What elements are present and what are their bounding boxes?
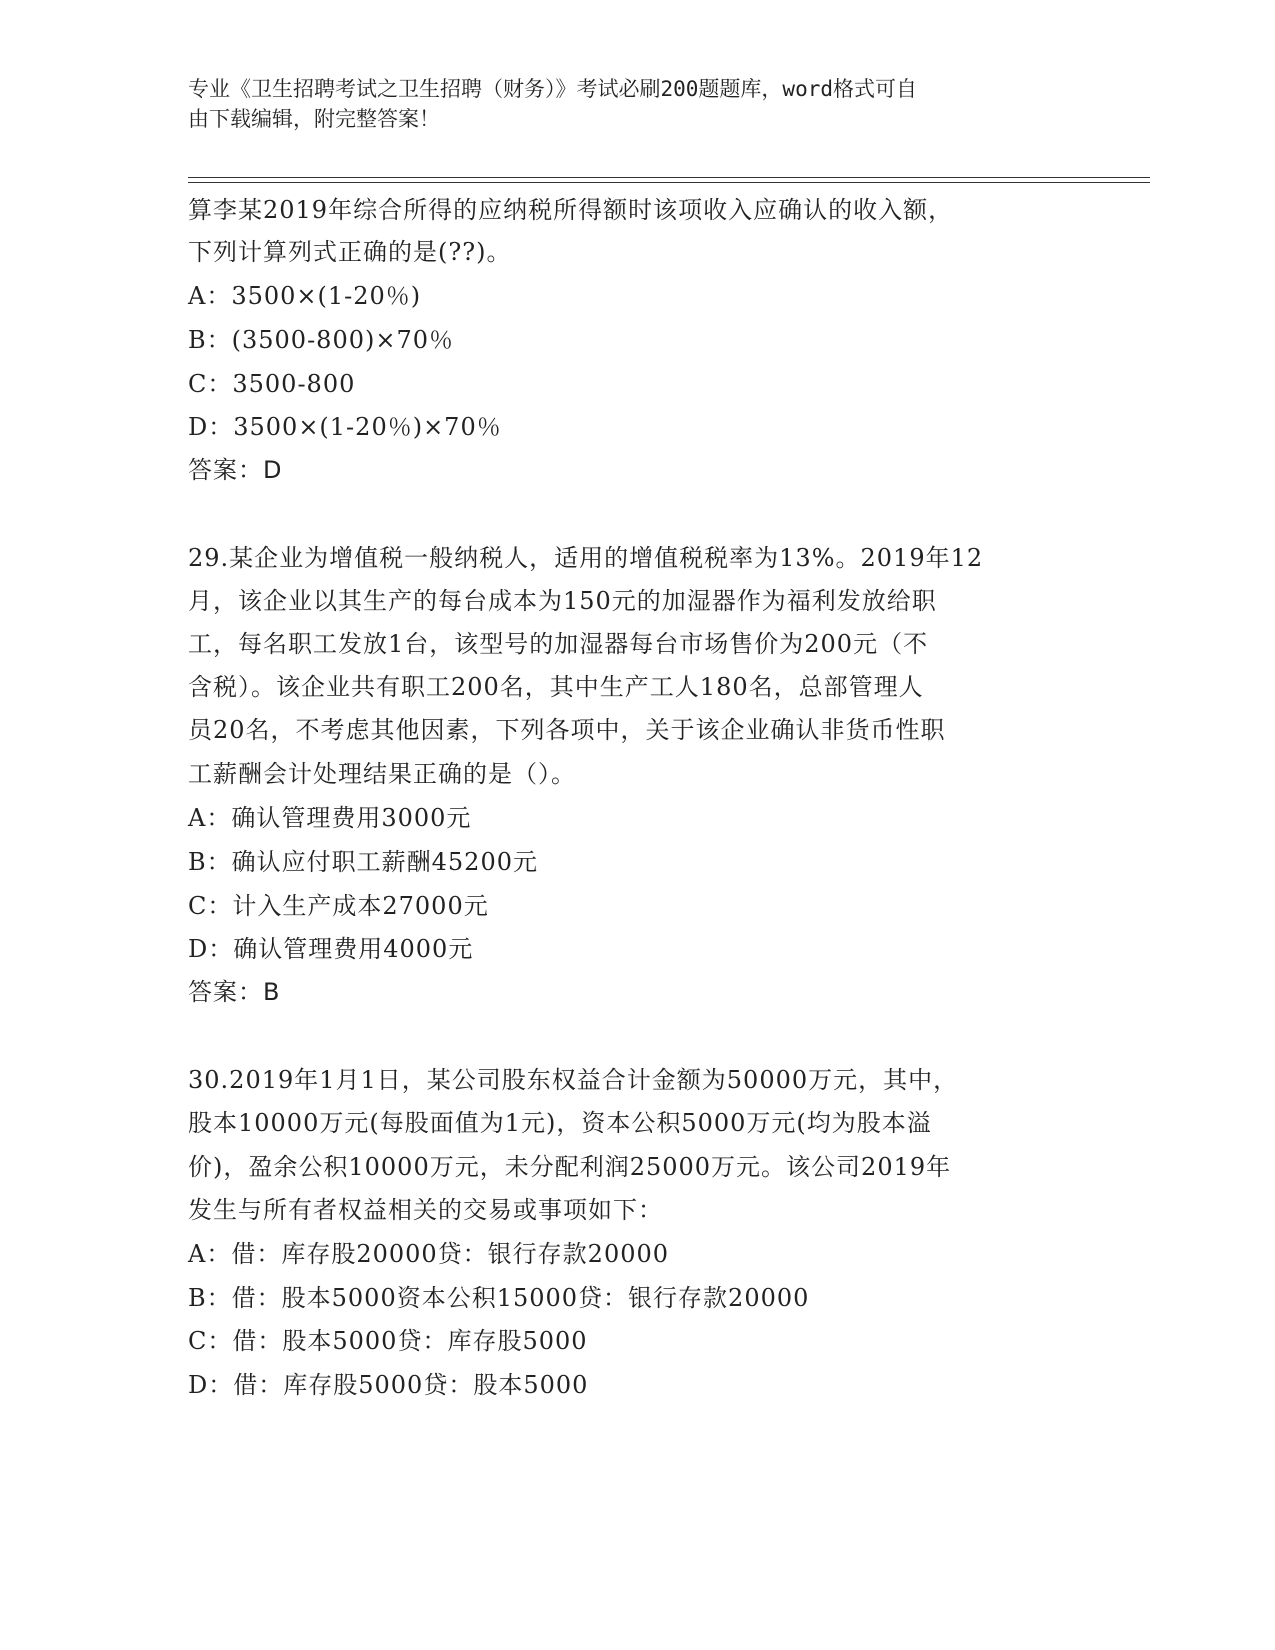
header-title-line-2: 由下载编辑，附完整答案！ xyxy=(188,107,440,131)
q30-stem-line-4: 发生与所有者权益相关的交易或事项如下： xyxy=(188,1196,663,1224)
q28-option-b: B：(3500-800)×70％ xyxy=(188,326,455,354)
q29-stem-line-1: 29.某企业为增值税一般纳税人，适用的增值税税率为13%。2019年12 xyxy=(188,544,984,572)
q29-option-b: B：确认应付职工薪酬45200元 xyxy=(188,848,538,876)
q29-stem-line-3: 工，每名职工发放1台，该型号的加湿器每台市场售价为200元（不 xyxy=(188,630,929,658)
document-header xyxy=(188,74,1088,134)
q30-option-d: D：借：库存股5000贷：股本5000 xyxy=(188,1371,589,1399)
header-divider-top xyxy=(188,177,1150,178)
q29-stem-line-2: 月，该企业以其生产的每台成本为150元的加湿器作为福利发放给职 xyxy=(188,587,937,615)
q29-stem-line-6: 工薪酬会计处理结果正确的是（）。 xyxy=(188,760,576,788)
q28-option-d: D：3500×(1-20％)×70％ xyxy=(188,413,502,441)
q28-answer: 答案：D xyxy=(188,456,283,484)
q28-option-a: A：3500×(1-20％) xyxy=(188,282,422,310)
q28-stem-line-2: 下列计算列式正确的是(??)。 xyxy=(188,238,512,266)
header-title-line-1: 专业《卫生招聘考试之卫生招聘（财务）》考试必刷200题题库，word格式可自 xyxy=(188,77,917,101)
q29-option-a: A：确认管理费用3000元 xyxy=(188,804,472,832)
q30-stem-line-2: 股本10000万元(每股面值为1元)，资本公积5000万元(均为股本溢 xyxy=(188,1109,932,1137)
q30-stem-line-3: 价)，盈余公积10000万元，未分配利润25000万元。该公司2019年 xyxy=(188,1153,952,1181)
q29-option-c: C：计入生产成本27000元 xyxy=(188,892,489,920)
q28-option-c: C：3500-800 xyxy=(188,370,356,398)
q29-stem-line-4: 含税）。该企业共有职工200名，其中生产工人180名，总部管理人 xyxy=(188,673,924,701)
q30-stem-line-1: 30.2019年1月1日，某公司股东权益合计金额为50000万元，其中， xyxy=(188,1066,959,1094)
q29-answer: 答案：B xyxy=(188,978,281,1006)
q30-option-b: B：借：股本5000资本公积15000贷：银行存款20000 xyxy=(188,1284,810,1312)
q30-option-c: C：借：股本5000贷：库存股5000 xyxy=(188,1327,588,1355)
q28-stem-line-1: 算李某2019年综合所得的应纳税所得额时该项收入应确认的收入额， xyxy=(188,196,954,224)
q29-option-d: D：确认管理费用4000元 xyxy=(188,935,474,963)
header-divider-bottom xyxy=(188,182,1150,183)
q29-stem-line-5: 员20名，不考虑其他因素，下列各项中，关于该企业确认非货币性职 xyxy=(188,716,946,744)
q30-option-a: A：借：库存股20000贷：银行存款20000 xyxy=(188,1240,670,1268)
